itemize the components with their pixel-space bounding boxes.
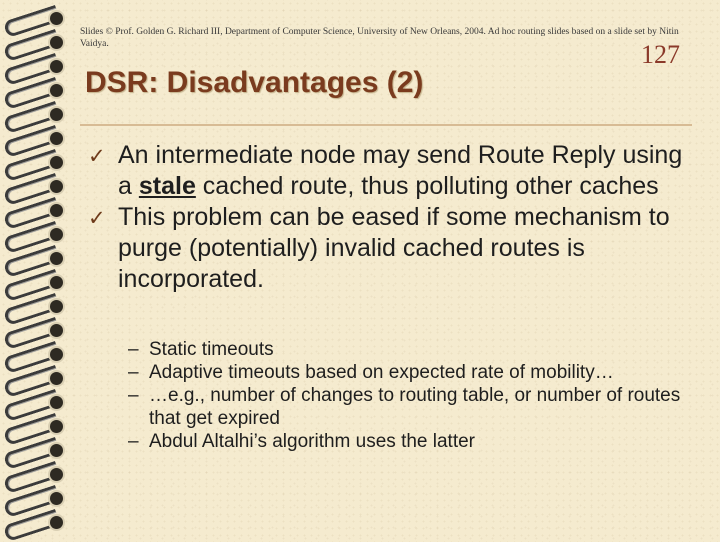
dash-marker: – [128, 385, 139, 406]
title-divider [80, 124, 692, 126]
binding-ring [4, 128, 66, 150]
sub-bullet-text: …e.g., number of changes to routing table, or number of routes that get expired [149, 385, 681, 429]
binding-ring [4, 512, 66, 534]
dash-marker: – [128, 362, 139, 383]
dash-marker: – [128, 339, 139, 360]
checkmark-icon: ✓ [88, 144, 106, 168]
bullet-emphasis: stale [138, 172, 196, 200]
bullet-item [82, 140, 692, 202]
binding-ring [4, 416, 66, 438]
sub-bullet-item [128, 384, 688, 430]
binding-hole [50, 108, 63, 121]
binding-hole [50, 132, 63, 145]
binding-hole [50, 156, 63, 169]
sub-bullet-list [128, 338, 688, 453]
binding-hole [50, 516, 63, 529]
binding-hole [50, 300, 63, 313]
binding-hole [50, 180, 63, 193]
binding-ring [4, 152, 66, 174]
sub-bullet-item [128, 338, 688, 361]
binding-ring [4, 344, 66, 366]
binding-hole [50, 324, 63, 337]
dash-marker: – [128, 431, 139, 452]
bullet-text: An intermediate node may send Route Reply using a [118, 141, 683, 200]
checkmark-icon: ✓ [88, 206, 106, 230]
binding-ring [4, 488, 66, 510]
binding-ring [4, 464, 66, 486]
sub-bullet-text: Adaptive timeouts based on expected rate of mobility… [149, 362, 614, 383]
binding-ring [4, 200, 66, 222]
binding-hole [50, 372, 63, 385]
binding-ring [4, 56, 66, 78]
bullet-text: This problem can be eased if some mechanism to purge (potentially) invalid cached routes is incorporated. [118, 203, 670, 293]
binding-hole [50, 468, 63, 481]
binding-ring [4, 320, 66, 342]
sub-bullet-text: Abdul Altalhi’s algorithm uses the latter [149, 431, 475, 452]
slide-number: 127 [641, 40, 680, 69]
bullet-text: cached route, thus polluting other caches [195, 172, 659, 200]
slide-title: DSR: Disadvantages (2) [85, 66, 424, 99]
binding-ring [4, 80, 66, 102]
binding-ring [4, 32, 66, 54]
binding-hole [50, 348, 63, 361]
bullet-list [82, 140, 692, 295]
binding-ring [4, 272, 66, 294]
binding-ring [4, 440, 66, 462]
binding-hole [50, 204, 63, 217]
sub-bullet-item [128, 361, 688, 384]
binding-hole [50, 84, 63, 97]
binding-hole [50, 228, 63, 241]
binding-hole [50, 36, 63, 49]
binding-ring [4, 104, 66, 126]
binding-hole [50, 12, 63, 25]
sub-bullet-item [128, 430, 688, 453]
binding-ring [4, 176, 66, 198]
binding-hole [50, 276, 63, 289]
binding-ring [4, 8, 66, 30]
binding-hole [50, 252, 63, 265]
bullet-item [82, 202, 692, 295]
binding-hole [50, 444, 63, 457]
binding-hole [50, 492, 63, 505]
binding-ring [4, 224, 66, 246]
binding-ring [4, 368, 66, 390]
binding-hole [50, 60, 63, 73]
binding-ring [4, 248, 66, 270]
sub-bullet-text: Static timeouts [149, 339, 274, 360]
binding-ring [4, 296, 66, 318]
binding-ring [4, 392, 66, 414]
spiral-binding [0, 0, 75, 540]
binding-hole [50, 420, 63, 433]
slide-header-credit: Slides © Prof. Golden G. Richard III, Department of Computer Science, University of New Orleans, 2004. Ad hoc routing slides based on a slide set by Nitin Vaidya. [80, 27, 679, 49]
binding-hole [50, 396, 63, 409]
